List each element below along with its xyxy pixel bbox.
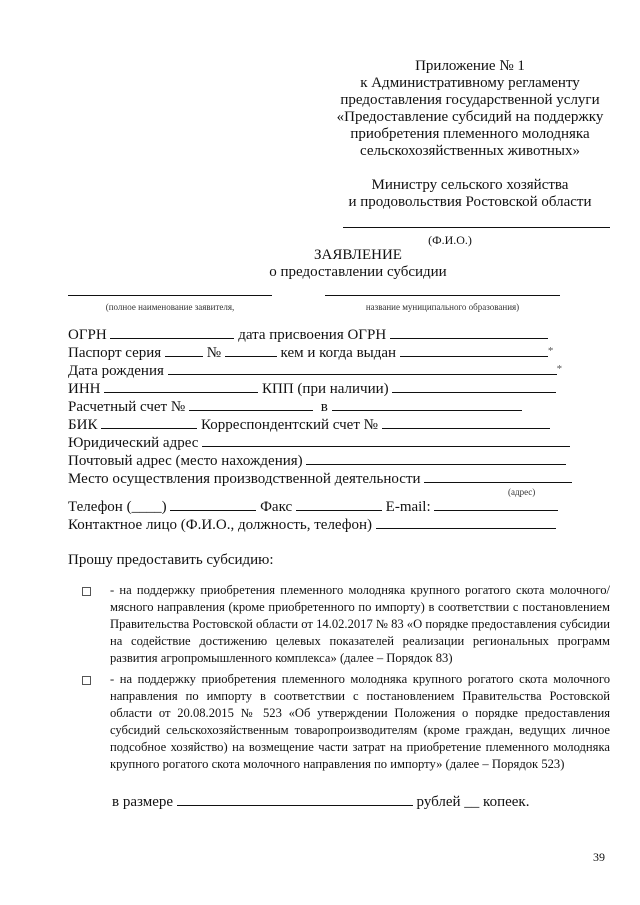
header-line: к Административному регламенту xyxy=(360,75,580,91)
asterisk: * xyxy=(547,345,554,357)
header-line: приобретения племенного молодняка xyxy=(350,126,590,142)
email-field[interactable] xyxy=(434,497,558,511)
passport-issued-field[interactable] xyxy=(400,343,548,357)
label: ИНН xyxy=(68,381,101,397)
label: E-mail: xyxy=(385,499,431,515)
label: Паспорт серия xyxy=(68,345,162,361)
label: в xyxy=(320,399,328,415)
header-line: «Предоставление субсидий на поддержку xyxy=(336,109,604,125)
applicant-name-field[interactable] xyxy=(68,295,272,296)
header-line: сельскохозяйственных животных» xyxy=(360,143,580,159)
fax-field[interactable] xyxy=(296,497,382,511)
label: Контактное лицо (Ф.И.О., должность, телефон) xyxy=(68,517,373,533)
label: Факс xyxy=(260,499,293,515)
addressee-line: и продовольствия Ростовской области xyxy=(348,194,592,210)
account-field[interactable] xyxy=(189,397,313,411)
contact-field[interactable] xyxy=(376,515,556,529)
option-checkbox-83[interactable] xyxy=(82,587,91,596)
option-text-83: - на поддержку приобретения племенного молодняка крупного рогатого скота молочного/мясного направления (кроме приобретенного по импорту) в соответствии с постановлением Правительства Ростовской области от 14.02.2017 № 83 «О порядке предоставления субсидии на содействие достижению целевых показателей реализации региональных программ развития агропромышленного комплекса» (далее – Порядок 83) xyxy=(110,583,610,665)
phone-field[interactable] xyxy=(170,497,256,511)
address-caption: (адрес) xyxy=(508,487,536,497)
postal-address-field[interactable] xyxy=(306,451,566,465)
fio-caption: (Ф.И.О.) xyxy=(428,233,472,247)
postal-row xyxy=(68,451,566,470)
asterisk: * xyxy=(556,363,563,375)
applicant-caption: (полное наименование заявителя, xyxy=(105,302,235,312)
label: Юридический адрес xyxy=(68,435,199,451)
passport-number-field[interactable] xyxy=(225,343,277,357)
addressee-line: Министру сельского хозяйства xyxy=(371,177,569,193)
label: дата присвоения ОГРН xyxy=(238,327,387,343)
corr-account-field[interactable] xyxy=(382,415,550,429)
birth-date-field[interactable] xyxy=(168,361,557,375)
contact-row xyxy=(68,515,556,534)
bank-field[interactable] xyxy=(332,397,522,411)
label: № xyxy=(206,345,222,361)
inn-row xyxy=(68,379,556,398)
municipality-field[interactable] xyxy=(325,295,560,296)
label: Дата рождения xyxy=(68,363,164,379)
legal-row xyxy=(68,433,570,452)
label: ОГРН xyxy=(68,327,107,343)
legal-address-field[interactable] xyxy=(202,433,570,447)
document-title: ЗАЯВЛЕНИЕ xyxy=(314,247,402,263)
inn-field[interactable] xyxy=(104,379,258,393)
phone-row xyxy=(68,497,558,516)
option-text-523: - на поддержку приобретения племенного молодняка крупного рогатого скота молочного направления по импорту в соответствии с постановлением Правительства Ростовской области от 20.08.2015 № 523 «Об утверждении Положения о порядке предоставления субсидий сельскохозяйственным товаропроизводителям (кроме граждан, ведущих личное подсобное хозяйство) на возмещение части затрат на приобретение племенного молодняка крупного рогатого скота молочного направления по импорту» (далее – Порядок 523) xyxy=(110,672,610,771)
ogrn-field[interactable] xyxy=(110,325,234,339)
label: БИК xyxy=(68,417,98,433)
document-subtitle: о предоставлении субсидии xyxy=(269,264,447,280)
label: в размере xyxy=(112,794,174,810)
label: кем и когда выдан xyxy=(280,345,397,361)
bik-field[interactable] xyxy=(101,415,197,429)
label: Расчетный счет № xyxy=(68,399,186,415)
ogrn-row xyxy=(68,325,548,344)
page-number: 39 xyxy=(593,850,605,864)
request-heading: Прошу предоставить субсидию: xyxy=(68,552,274,568)
amount-row xyxy=(112,792,529,811)
label: Почтовый адрес (место нахождения) xyxy=(68,453,303,469)
label: КПП (при наличии) xyxy=(262,381,389,397)
label: рублей __ копеек. xyxy=(416,794,530,810)
place-row xyxy=(68,469,572,488)
passport-series-field[interactable] xyxy=(165,343,203,357)
amount-field[interactable] xyxy=(177,792,413,806)
header-line: предоставления государственной услуги xyxy=(340,92,600,108)
label: Телефон (____) xyxy=(68,499,167,515)
label: Место осуществления производственной деятельности xyxy=(68,471,421,487)
account-row xyxy=(68,397,522,416)
bik-row xyxy=(68,415,550,434)
fio-field[interactable] xyxy=(343,227,610,228)
label: Корреспондентский счет № xyxy=(200,417,378,433)
place-field[interactable] xyxy=(424,469,572,483)
birth-row xyxy=(68,361,562,380)
passport-row xyxy=(68,343,553,362)
municipality-caption: название муниципального образования) xyxy=(365,302,520,312)
option-checkbox-523[interactable] xyxy=(82,676,91,685)
header-line: Приложение № 1 xyxy=(415,58,525,74)
kpp-field[interactable] xyxy=(392,379,556,393)
ogrn-date-field[interactable] xyxy=(390,325,548,339)
